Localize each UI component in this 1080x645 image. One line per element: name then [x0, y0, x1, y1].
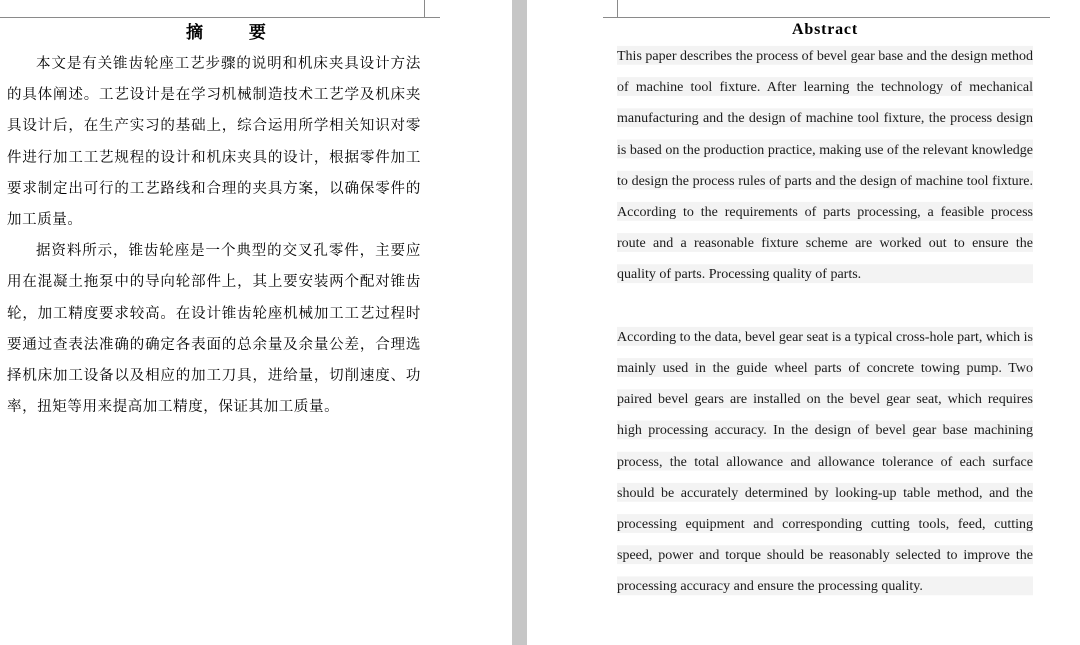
chinese-abstract-title-text: 摘 要 [186, 23, 286, 43]
document-page-right [527, 0, 1080, 645]
page-corner-mark-line [0, 17, 424, 18]
english-abstract-title: Abstract [792, 21, 858, 38]
document-page-left [0, 0, 512, 645]
page-corner-mark [603, 0, 618, 18]
english-abstract-paragraph-1[interactable]: This paper describes the process of bevel gear base and the design method of machine tool fixture. After learning the technology of mechanical manufacturing and the design of machine tool fixture, the process design is based on the production practice, making use of the relevant knowledge to design the process rules of parts and the design of machine tool fixture. According to the requirements of parts processing, a feasible process route and a reasonable fixture scheme are worked out to ensure the quality of parts. Processing quality of parts. [617, 41, 1033, 291]
chinese-abstract-body[interactable] [7, 49, 421, 423]
page-corner-mark-line [424, 17, 440, 18]
page-corner-mark-line [1033, 17, 1050, 18]
english-abstract-paragraph-2[interactable]: According to the data, bevel gear seat is a typical cross-hole part, which is mainly used in the guide wheel parts of concrete towing pump. Two paired bevel gears are installed on the bevel gear seat, which requires high processing accuracy. In the design of bevel gear base machining process, the total allowance and allowance tolerance of each surface should be accurately determined by looking-up table method, and the processing equipment and corresponding cutting tools, feed, cutting speed, power and torque should be reasonably selected to improve the processing accuracy and ensure the processing quality. [617, 322, 1033, 603]
chinese-abstract-paragraph-2[interactable]: 据资料所示，锥齿轮座是一个典型的交叉孔零件，主要应用在混凝土拖泵中的导向轮部件上，其上要安装两个配对锥齿轮，加工精度要求较高。在设计锥齿轮座机械加工工艺过程时要通过查表法准确的确定各表面的总余量及余量公差，合理选择机床加工设备以及相应的加工刀具，进给量，切削速度、功率，扭矩等用来提高加工精度，保证其加工质量。 [7, 243, 421, 416]
chinese-abstract-paragraph-1[interactable]: 本文是有关锥齿轮座工艺步骤的说明和机床夹具设计方法的具体阐述。工艺设计是在学习机械制造技术工艺学及机床夹具设计后，在生产实习的基础上，综合运用所学相关知识对零件进行加工工艺规程的设计和机床夹具的设计，根据零件加工要求制定出可行的工艺路线和合理的夹具方案，以确保零件的加工质量。 [7, 56, 421, 229]
page-corner-mark [424, 0, 439, 18]
page-gutter [512, 0, 527, 645]
english-abstract-body[interactable] [617, 41, 1033, 603]
page-corner-mark-line [617, 17, 1033, 18]
